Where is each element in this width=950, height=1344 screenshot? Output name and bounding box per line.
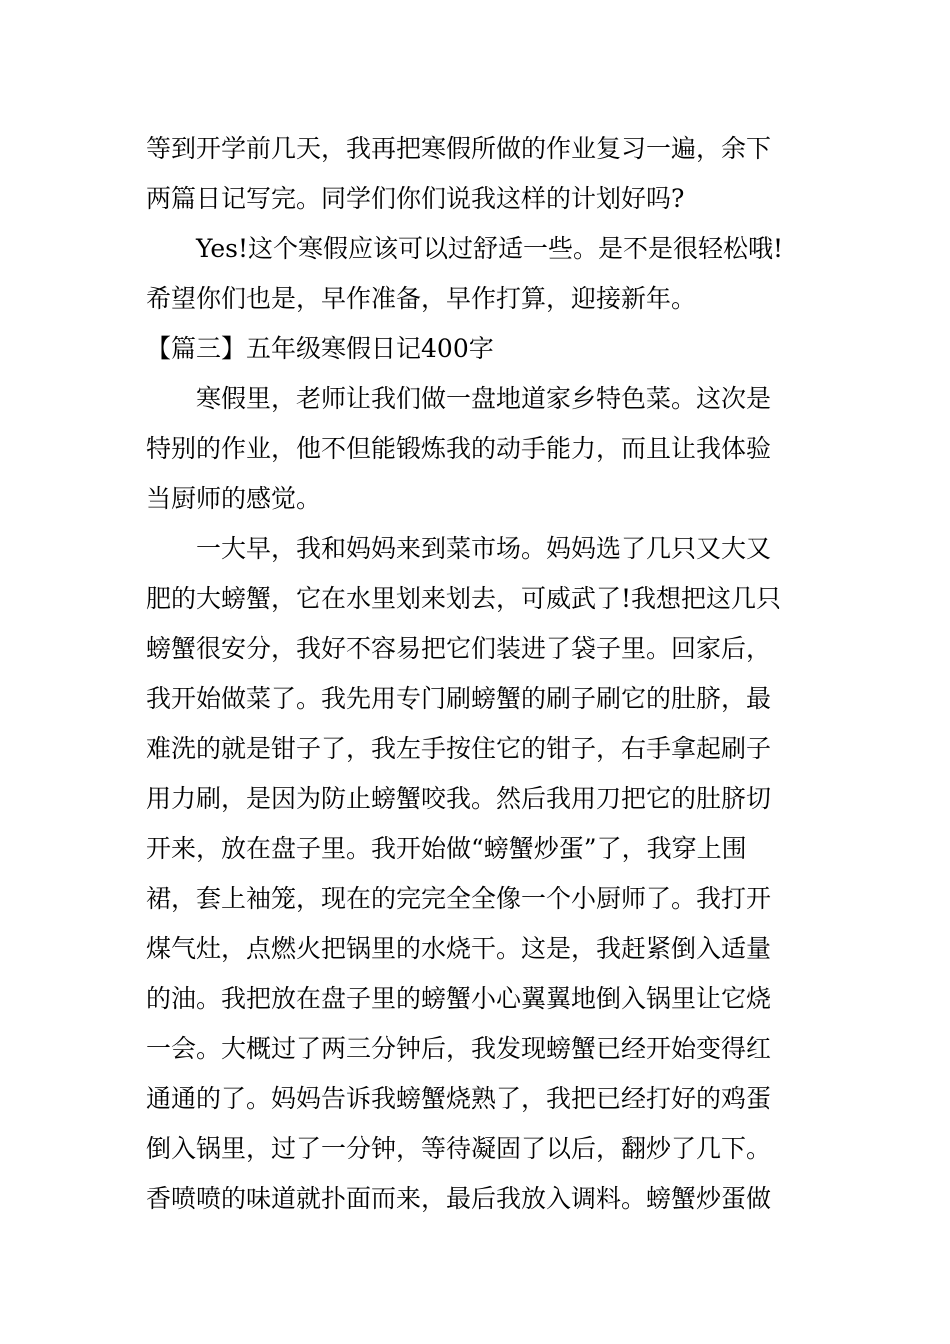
text-line: 通通的了。妈妈告诉我螃蟹烧熟了，我把已经打好的鸡蛋 — [146, 1084, 772, 1113]
text-line: 裙，套上袖笼，现在的完完全全像一个小厨师了。我打开 — [146, 884, 772, 913]
text-line: 一会。大概过了两三分钟后，我发现螃蟹已经开始变得红 — [146, 1034, 772, 1063]
text-line: 希望你们也是，早作准备，早作打算，迎接新年。 — [146, 284, 697, 313]
text-line: 香喷喷的味道就扑面而来，最后我放入调料。螃蟹炒蛋做 — [146, 1184, 772, 1213]
text-line: 开来，放在盘子里。我开始做“螃蟹炒蛋”了，我穿上围 — [146, 834, 747, 863]
text-line: 寒假里，老师让我们做一盘地道家乡特色菜。这次是 — [196, 384, 772, 413]
section-heading: 【篇三】五年级寒假日记400字 — [146, 334, 494, 363]
text-line: 用力刷，是因为防止螃蟹咬我。然后我用刀把它的肚脐切 — [146, 784, 772, 813]
text-line: 倒入锅里，过了一分钟，等待凝固了以后，翻炒了几下。 — [146, 1134, 772, 1163]
text-line: 当厨师的感觉。 — [146, 484, 322, 513]
text-line: 等到开学前几天，我再把寒假所做的作业复习一遍，余下 — [146, 134, 772, 163]
text-line: 难洗的就是钳子了，我左手按住它的钳子，右手拿起刷子 — [146, 734, 772, 763]
text-line: 的油。我把放在盘子里的螃蟹小心翼翼地倒入锅里让它烧 — [146, 984, 772, 1013]
text-line: 我开始做菜了。我先用专门刷螃蟹的刷子刷它的肚脐，最 — [146, 684, 772, 713]
text-line: 特别的作业，他不但能锻炼我的动手能力，而且让我体验 — [146, 434, 772, 463]
text-line: 煤气灶，点燃火把锅里的水烧干。这是，我赶紧倒入适量 — [146, 934, 772, 963]
text-line: 螃蟹很安分，我好不容易把它们装进了袋子里。回家后， — [146, 634, 772, 663]
text-line: Yes!这个寒假应该可以过舒适一些。是不是很轻松哦! — [196, 234, 784, 263]
text-line: 两篇日记写完。同学们你们说我这样的计划好吗? — [146, 184, 685, 213]
text-line: 一大早，我和妈妈来到菜市场。妈妈选了几只又大又 — [196, 534, 772, 563]
text-line: 肥的大螃蟹，它在水里划来划去，可威武了!我想把这几只 — [146, 584, 782, 613]
